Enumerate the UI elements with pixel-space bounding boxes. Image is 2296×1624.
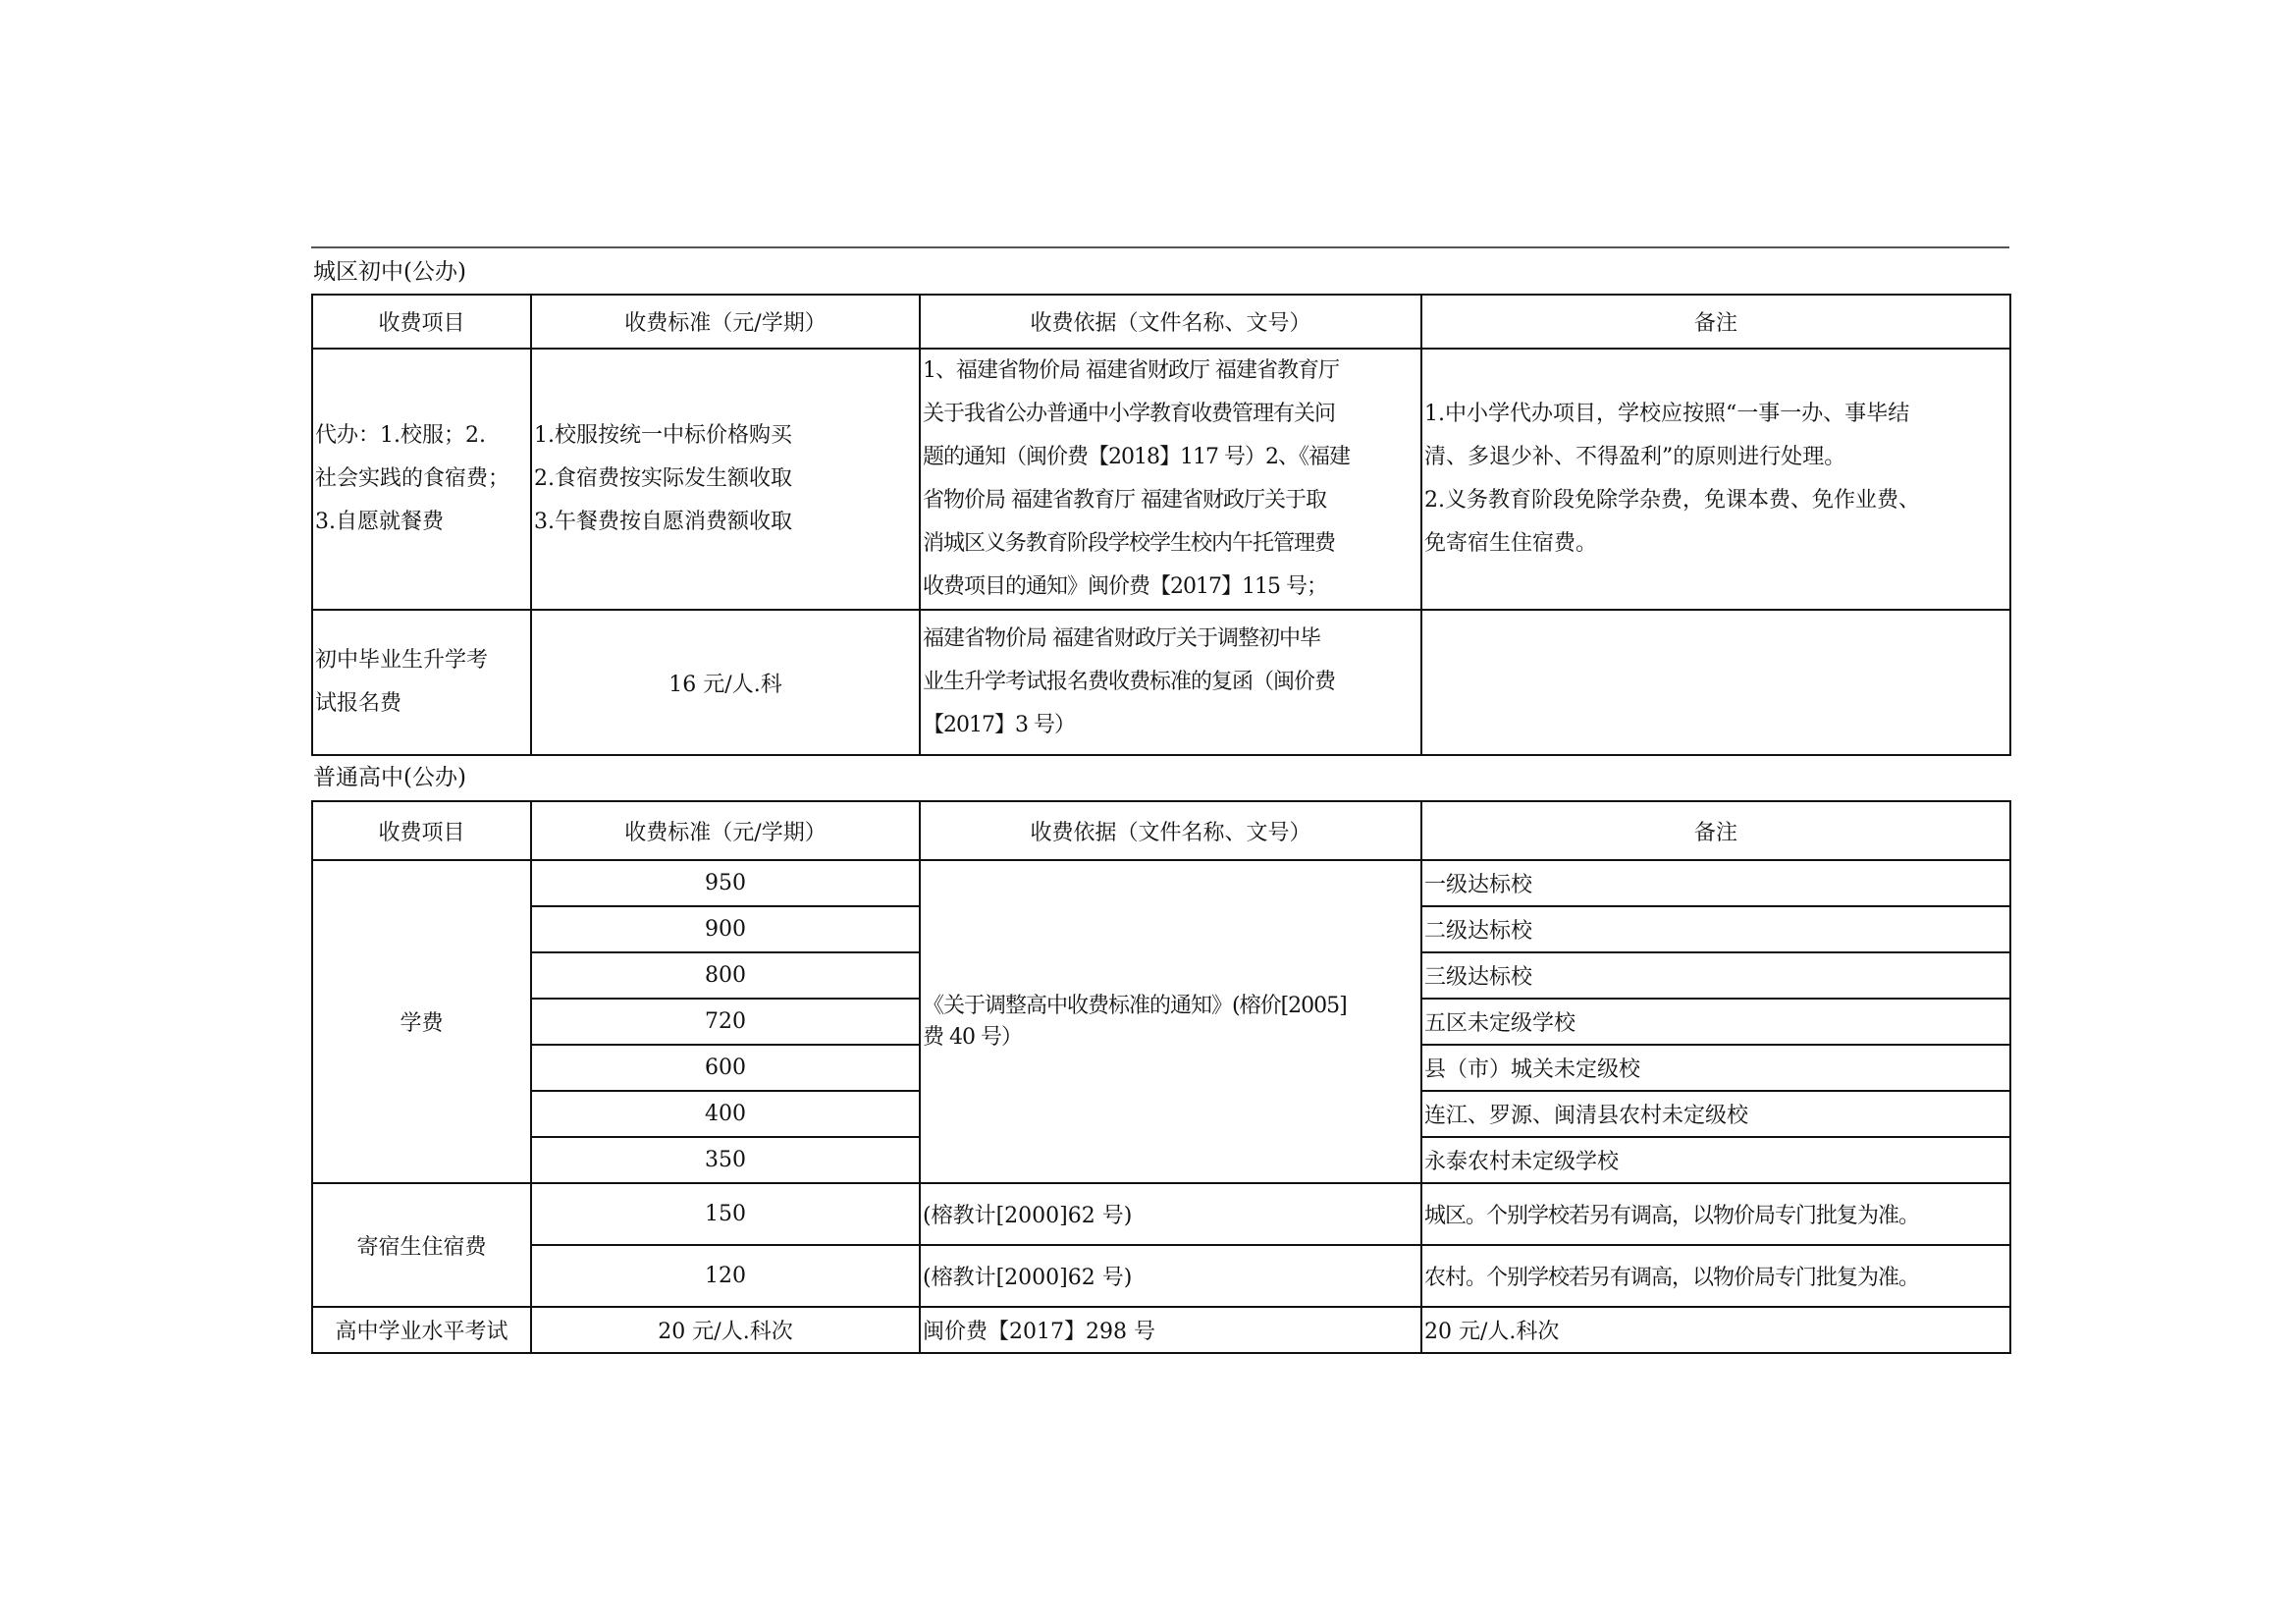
- cell-item-tuition: 学费: [312, 860, 531, 1183]
- table-row: [312, 1245, 2010, 1307]
- cell-basis: (榕教计[2000]62 号): [920, 1183, 1421, 1245]
- table-row: [312, 1307, 2010, 1353]
- cell-standard: 120: [531, 1245, 920, 1307]
- cell-remarks: 一级达标校: [1421, 860, 2010, 906]
- cell-standard: 400: [531, 1091, 920, 1137]
- cell-remarks: [1421, 610, 2010, 755]
- header-basis: 收费依据（文件名称、文号）: [920, 295, 1421, 349]
- header-basis: 收费依据（文件名称、文号）: [920, 801, 1421, 860]
- section-title-senior-high: 普通高中(公办): [313, 765, 466, 790]
- cell-basis: 闽价费【2017】298 号: [920, 1307, 1421, 1353]
- cell-basis: (榕教计[2000]62 号): [920, 1245, 1421, 1307]
- cell-item-exam: 高中学业水平考试: [312, 1307, 531, 1353]
- cell-basis: 福建省物价局 福建省财政厅关于调整初中毕 业生升学考试报名费收费标准的复函（闽价费 【2017】3 号）: [920, 610, 1421, 755]
- senior-high-fee-table: [311, 800, 2011, 1354]
- cell-item: 初中毕业生升学考 试报名费: [312, 610, 531, 755]
- header-rule: [311, 246, 2009, 248]
- cell-standard: 900: [531, 906, 920, 952]
- cell-standard: 1.校服按统一中标价格购买 2.食宿费按实际发生额收取 3.午餐费按自愿消费额收取: [531, 349, 920, 610]
- header-standard: 收费标准（元/学期）: [531, 801, 920, 860]
- cell-basis: 1、福建省物价局 福建省财政厅 福建省教育厅 关于我省公办普通中小学教育收费管理有关问 题的通知（闽价费【2018】117 号）2、《福建 省物价局 福建省教育厅 福建省财政厅关于取 消城区义务教育阶段学校学生校内午托管理费 收费项目的通知》闽价费【2017】115 号；: [920, 349, 1421, 610]
- header-remarks: 备注: [1421, 801, 2010, 860]
- cell-remarks: 20 元/人.科次: [1421, 1307, 2010, 1353]
- header-item: 收费项目: [312, 295, 531, 349]
- cell-remarks: 永泰农村未定级学校: [1421, 1137, 2010, 1183]
- cell-standard: 150: [531, 1183, 920, 1245]
- cell-standard: 20 元/人.科次: [531, 1307, 920, 1353]
- cell-remarks: 三级达标校: [1421, 952, 2010, 999]
- table-header-row: [312, 801, 2010, 860]
- table-row-agency-fees: [312, 349, 2010, 610]
- cell-remarks: 农村。个别学校若另有调高，以物价局专门批复为准。: [1421, 1245, 2010, 1307]
- cell-standard: 16 元/人.科: [531, 610, 920, 755]
- header-standard: 收费标准（元/学期）: [531, 295, 920, 349]
- cell-standard: 720: [531, 999, 920, 1045]
- table-row: [312, 860, 2010, 906]
- cell-standard: 600: [531, 1045, 920, 1091]
- cell-basis-tuition: 《关于调整高中收费标准的通知》(榕价[2005] 费 40 号）: [920, 860, 1421, 1183]
- cell-item-boarding: 寄宿生住宿费: [312, 1183, 531, 1307]
- table-row-exam-registration: [312, 610, 2010, 755]
- table-row: [312, 1183, 2010, 1245]
- cell-remarks: 二级达标校: [1421, 906, 2010, 952]
- header-item: 收费项目: [312, 801, 531, 860]
- cell-remarks: 县（市）城关未定级校: [1421, 1045, 2010, 1091]
- cell-remarks: 五区未定级学校: [1421, 999, 2010, 1045]
- cell-standard: 350: [531, 1137, 920, 1183]
- section-title-junior-high: 城区初中(公办): [313, 259, 466, 285]
- cell-remarks: 连江、罗源、闽清县农村未定级校: [1421, 1091, 2010, 1137]
- junior-high-fee-table: [311, 294, 2011, 756]
- cell-item: 代办：1.校服；2. 社会实践的食宿费； 3.自愿就餐费: [312, 349, 531, 610]
- cell-standard: 800: [531, 952, 920, 999]
- header-remarks: 备注: [1421, 295, 2010, 349]
- cell-remarks: 城区。个别学校若另有调高，以物价局专门批复为准。: [1421, 1183, 2010, 1245]
- cell-standard: 950: [531, 860, 920, 906]
- cell-remarks: 1.中小学代办项目，学校应按照“一事一办、事毕结 清、多退少补、不得盈利”的原则进行处理。 2.义务教育阶段免除学杂费，免课本费、免作业费、 免寄宿生住宿费。: [1421, 349, 2010, 610]
- table-header-row: [312, 295, 2010, 349]
